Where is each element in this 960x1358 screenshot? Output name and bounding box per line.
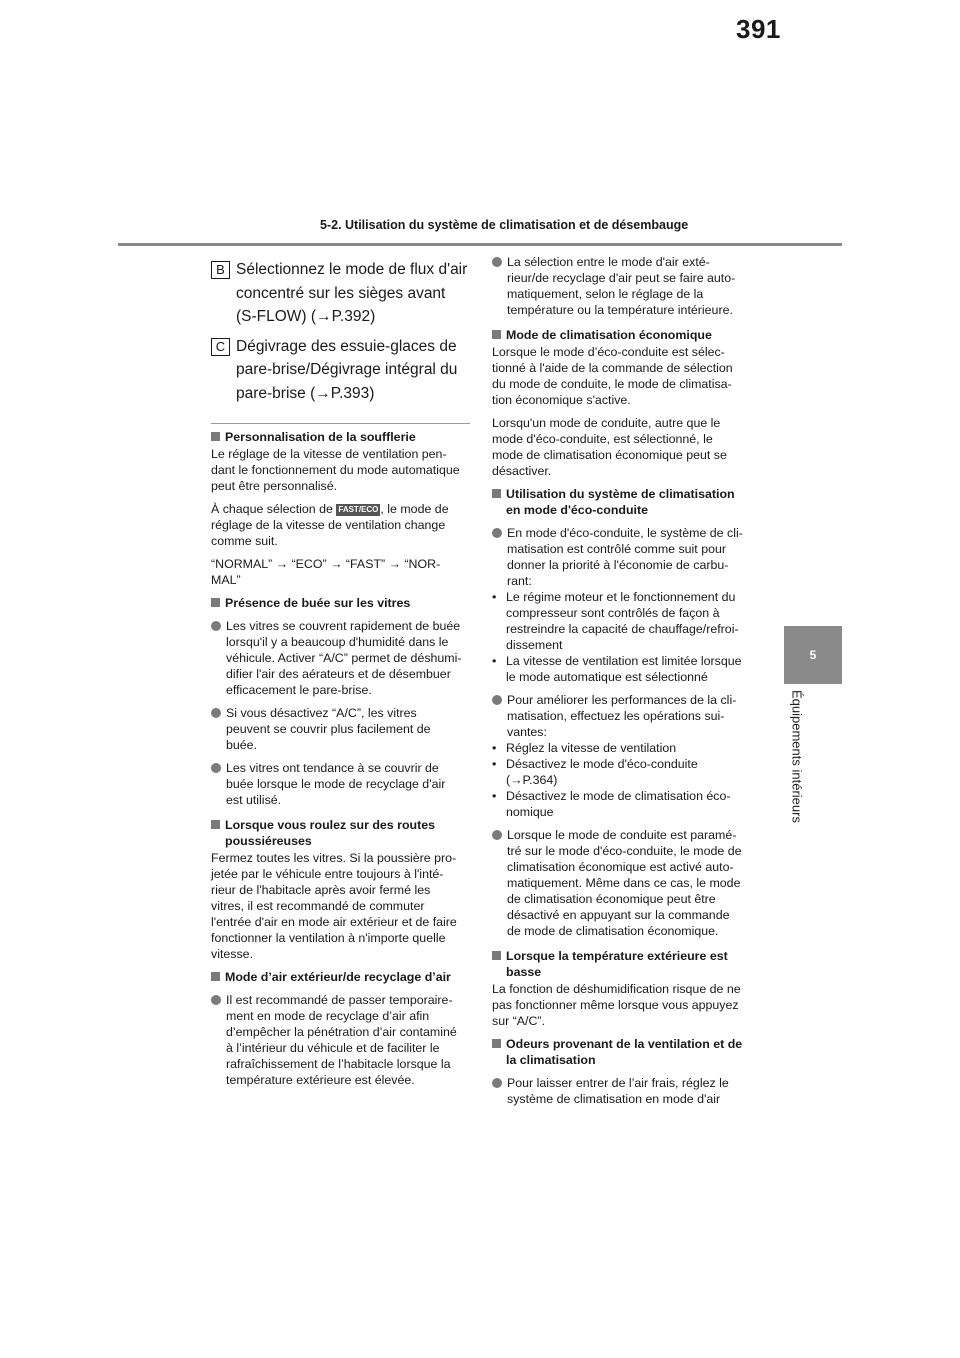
bullet-item: Si vous désactivez “A/C”, les vitres peuvent se couvrir plus facilement de buée.: [211, 705, 470, 753]
section-heading: Lorsque la température extérieure est basse: [492, 948, 760, 980]
circle-bullet-icon: [492, 1078, 502, 1088]
square-bullet-icon: [492, 951, 501, 960]
chapter-title-vertical: Équipements intérieurs: [789, 690, 805, 823]
chapter-tab[interactable]: [784, 626, 842, 684]
section-heading: Présence de buée sur les vitres: [211, 595, 470, 611]
circle-bullet-icon: [492, 528, 502, 538]
control-item-c: [211, 335, 470, 406]
square-bullet-icon: [492, 330, 501, 339]
paragraph: Le réglage de la vitesse de ventilation pen- dant le fonctionnement du mode automatique peut être personnalisé.: [211, 447, 460, 493]
circle-bullet-icon: [211, 621, 221, 631]
bullet-item: Les vitres se couvrent rapidement de buée lorsqu'il y a beaucoup d'humidité dans le véhicule. Activer “A/C” permet de déshumi- difier l'air des aérateurs et de désembuer efficacement le pare-brise.: [211, 618, 470, 698]
section-heading: Utilisation du système de climatisation en mode d'éco-conduite: [492, 486, 760, 518]
paragraph: Lorsqu'un mode de conduite, autre que le mode d'éco-conduite, est sélectionné, le mode de climatisation économique peut se désactiver.: [492, 416, 727, 478]
section-heading: Personnalisation de la soufflerie: [211, 429, 470, 445]
chapter-number: 5: [809, 648, 817, 662]
paragraph-with-icon: À chaque sélection de FAST/ECO , le mode de réglage de la vitesse de ventilation change comme suit.: [211, 502, 449, 548]
square-bullet-icon: [211, 598, 220, 607]
square-bullet-icon: [492, 489, 501, 498]
square-bullet-icon: [211, 972, 220, 981]
callout-letter-b: B: [211, 261, 230, 279]
control-item-b: [211, 258, 470, 329]
paragraph: Fermez toutes les vitres. Si la poussière pro- jetée par le véhicule entre toujours à l'inté- rieur de l'habitacle après avoir fermé les vitres, il est recommandé de commuter l'entrée d'air en mode air extérieur et de faire fonctionner la ventilation à n'importe quelle vitesse.: [211, 851, 457, 961]
left-column: [211, 258, 470, 1088]
bullet-item: La sélection entre le mode d'air exté- rieur/de recyclage d'air peut se faire auto- matiquement, selon le réglage de la température ou la température intérieure.: [492, 254, 760, 318]
page-number: 391: [736, 14, 781, 44]
control-item-text: Dégivrage des essuie-glaces de pare-brise/Dégivrage intégral du pare-brise (→P.393): [236, 337, 458, 402]
running-head: 5-2. Utilisation du système de climatisation et de désembauge: [320, 218, 689, 232]
bullet-item: Lorsque le mode de conduite est paramé- tré sur le mode d'éco-conduite, le mode de climatisation économique est activé auto- matiquement. Même dans ce cas, le mode de climatisation économique peut être désactivé en appuyant sur la commande de mode de climatisation économique.: [492, 827, 760, 939]
circle-bullet-icon: [211, 763, 221, 773]
square-bullet-icon: [492, 1039, 501, 1048]
fast-eco-button-icon: FAST/ECO: [338, 505, 379, 514]
circle-bullet-icon: [492, 830, 502, 840]
circle-bullet-icon: [211, 995, 221, 1005]
mode-sequence: “NORMAL” → “ECO” → “FAST” → “NOR- MAL”: [211, 557, 441, 587]
section-heading: Odeurs provenant de la ventilation et de la climatisation: [492, 1036, 760, 1068]
circle-bullet-icon: [492, 257, 502, 267]
circle-bullet-icon: [492, 695, 502, 705]
bullet-item: Les vitres ont tendance à se couvrir de buée lorsque le mode de recyclage d'air est utilisé.: [211, 760, 470, 808]
header-rule: [118, 243, 842, 246]
square-bullet-icon: [211, 432, 220, 441]
right-column: [492, 254, 760, 1107]
section-heading: Mode d’air extérieur/de recyclage d’air: [211, 969, 470, 985]
sub-bullet: • Réglez la vitesse de ventilation: [492, 741, 677, 755]
sub-bullet: • La vitesse de ventilation est limitée lorsque le mode automatique est sélectionné: [492, 654, 742, 684]
sub-bullet: • Le régime moteur et le fonctionnement du compresseur sont contrôlés de façon à restreindre la capacité de chauffage/refroi- dissement: [492, 590, 739, 652]
paragraph: Lorsque le mode d’éco-conduite est sélec- tionné à l'aide de la commande de sélection du mode de conduite, le mode de climatisa- tion économique s'active.: [492, 345, 733, 407]
bullet-item: En mode d'éco-conduite, le système de cli- matisation est contrôlé comme suit pour donner la priorité à l'économie de carbu- rant:: [492, 525, 760, 589]
sub-bullet: • Désactivez le mode de climatisation éco- nomique: [492, 789, 731, 819]
square-bullet-icon: [211, 820, 220, 829]
section-heading: Mode de climatisation économique: [492, 327, 760, 343]
section-heading: Lorsque vous roulez sur des routes poussiéreuses: [211, 817, 470, 849]
paragraph: La fonction de déshumidification risque de ne pas fonctionner même lorsque vous appuyez sur “A/C”.: [492, 982, 741, 1028]
section-divider: [211, 423, 470, 424]
bullet-item: Il est recommandé de passer temporaire- ment en mode de recyclage d’air afin d’empêcher la pénétration d’air contaminé à l’intérieur du véhicule et de faciliter le rafraîchissement de l’habitacle lorsque la température extérieure est élevée.: [211, 992, 470, 1088]
control-item-text: Sélectionnez le mode de flux d'air concentré sur les sièges avant (S-FLOW) (→P.392): [236, 261, 468, 325]
circle-bullet-icon: [211, 708, 221, 718]
bullet-item: Pour améliorer les performances de la cli- matisation, effectuez les opérations sui- vantes:: [492, 692, 760, 740]
sub-bullet: • Désactivez le mode d'éco-conduite (→P.364): [492, 757, 698, 787]
bullet-item: Pour laisser entrer de l’air frais, réglez le système de climatisation en mode d'air: [492, 1075, 760, 1107]
callout-letter-c: C: [211, 338, 230, 356]
